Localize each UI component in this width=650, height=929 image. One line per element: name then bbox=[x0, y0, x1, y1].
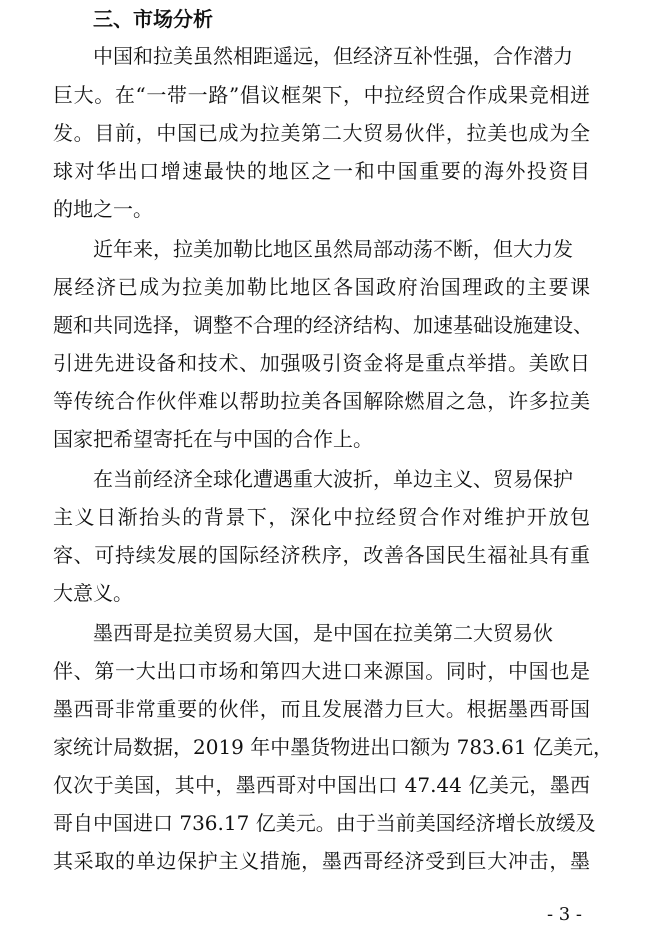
paragraph-3-line-3: 容、可持续发展的国际经济秩序，改善各国民生福祉具有重 bbox=[53, 543, 590, 567]
paragraph-2-line-6: 国家把希望寄托在与中国的合作上。 bbox=[53, 427, 373, 451]
paragraph-2-line-5: 等传统合作伙伴难以帮助拉美各国解除燃眉之急，许多拉美 bbox=[53, 389, 590, 413]
paragraph-1-line-3: 发。目前，中国已成为拉美第二大贸易伙伴，拉美也成为全 bbox=[53, 121, 590, 145]
paragraph-1-line-5: 的地之一。 bbox=[53, 197, 153, 221]
paragraph-3-line-4: 大意义。 bbox=[53, 581, 133, 605]
paragraph-4-line-4: 家统计局数据，2019 年中墨货物进出口额为 783.61 亿美元， bbox=[53, 735, 613, 759]
paragraph-3-line-1: 在当前经济全球化遭遇重大波折，单边主义、贸易保护 bbox=[93, 467, 573, 491]
paragraph-2-line-2: 展经济已成为拉美加勒比地区各国政府治国理政的主要课 bbox=[53, 275, 590, 299]
paragraph-2-line-3: 题和共同选择，调整不合理的经济结构、加速基础设施建设、 bbox=[53, 313, 593, 337]
paragraph-4-line-7: 其采取的单边保护主义措施，墨西哥经济受到巨大冲击，墨 bbox=[53, 849, 590, 873]
paragraph-4-line-6: 哥自中国进口 736.17 亿美元。由于当前美国经济增长放缓及 bbox=[53, 811, 596, 835]
document-page bbox=[53, 0, 613, 929]
section-heading: 三、市场分析 bbox=[93, 7, 213, 31]
paragraph-4-line-5: 仅次于美国，其中，墨西哥对中国出口 47.44 亿美元，墨西 bbox=[53, 773, 590, 797]
paragraph-4-line-3: 墨西哥非常重要的伙伴，而且发展潜力巨大。根据墨西哥国 bbox=[53, 697, 590, 721]
paragraph-1-line-4: 球对华出口增速最快的地区之一和中国重要的海外投资目 bbox=[53, 159, 590, 183]
paragraph-1-line-2: 巨大。在“一带一路”倡议框架下，中拉经贸合作成果竞相迸 bbox=[53, 83, 590, 107]
paragraph-3-line-2: 主义日渐抬头的背景下，深化中拉经贸合作对维护开放包 bbox=[53, 505, 590, 529]
page-number: - 3 - bbox=[546, 904, 582, 925]
paragraph-1-line-1: 中国和拉美虽然相距遥远，但经济互补性强，合作潜力 bbox=[93, 44, 573, 68]
paragraph-4-line-2: 伴、第一大出口市场和第四大进口来源国。同时，中国也是 bbox=[53, 659, 590, 683]
paragraph-2-line-1: 近年来，拉美加勒比地区虽然局部动荡不断，但大力发 bbox=[93, 237, 573, 261]
paragraph-4-line-1: 墨西哥是拉美贸易大国，是中国在拉美第二大贸易伙 bbox=[93, 621, 553, 645]
paragraph-2-line-4: 引进先进设备和技术、加强吸引资金将是重点举措。美欧日 bbox=[53, 351, 590, 375]
